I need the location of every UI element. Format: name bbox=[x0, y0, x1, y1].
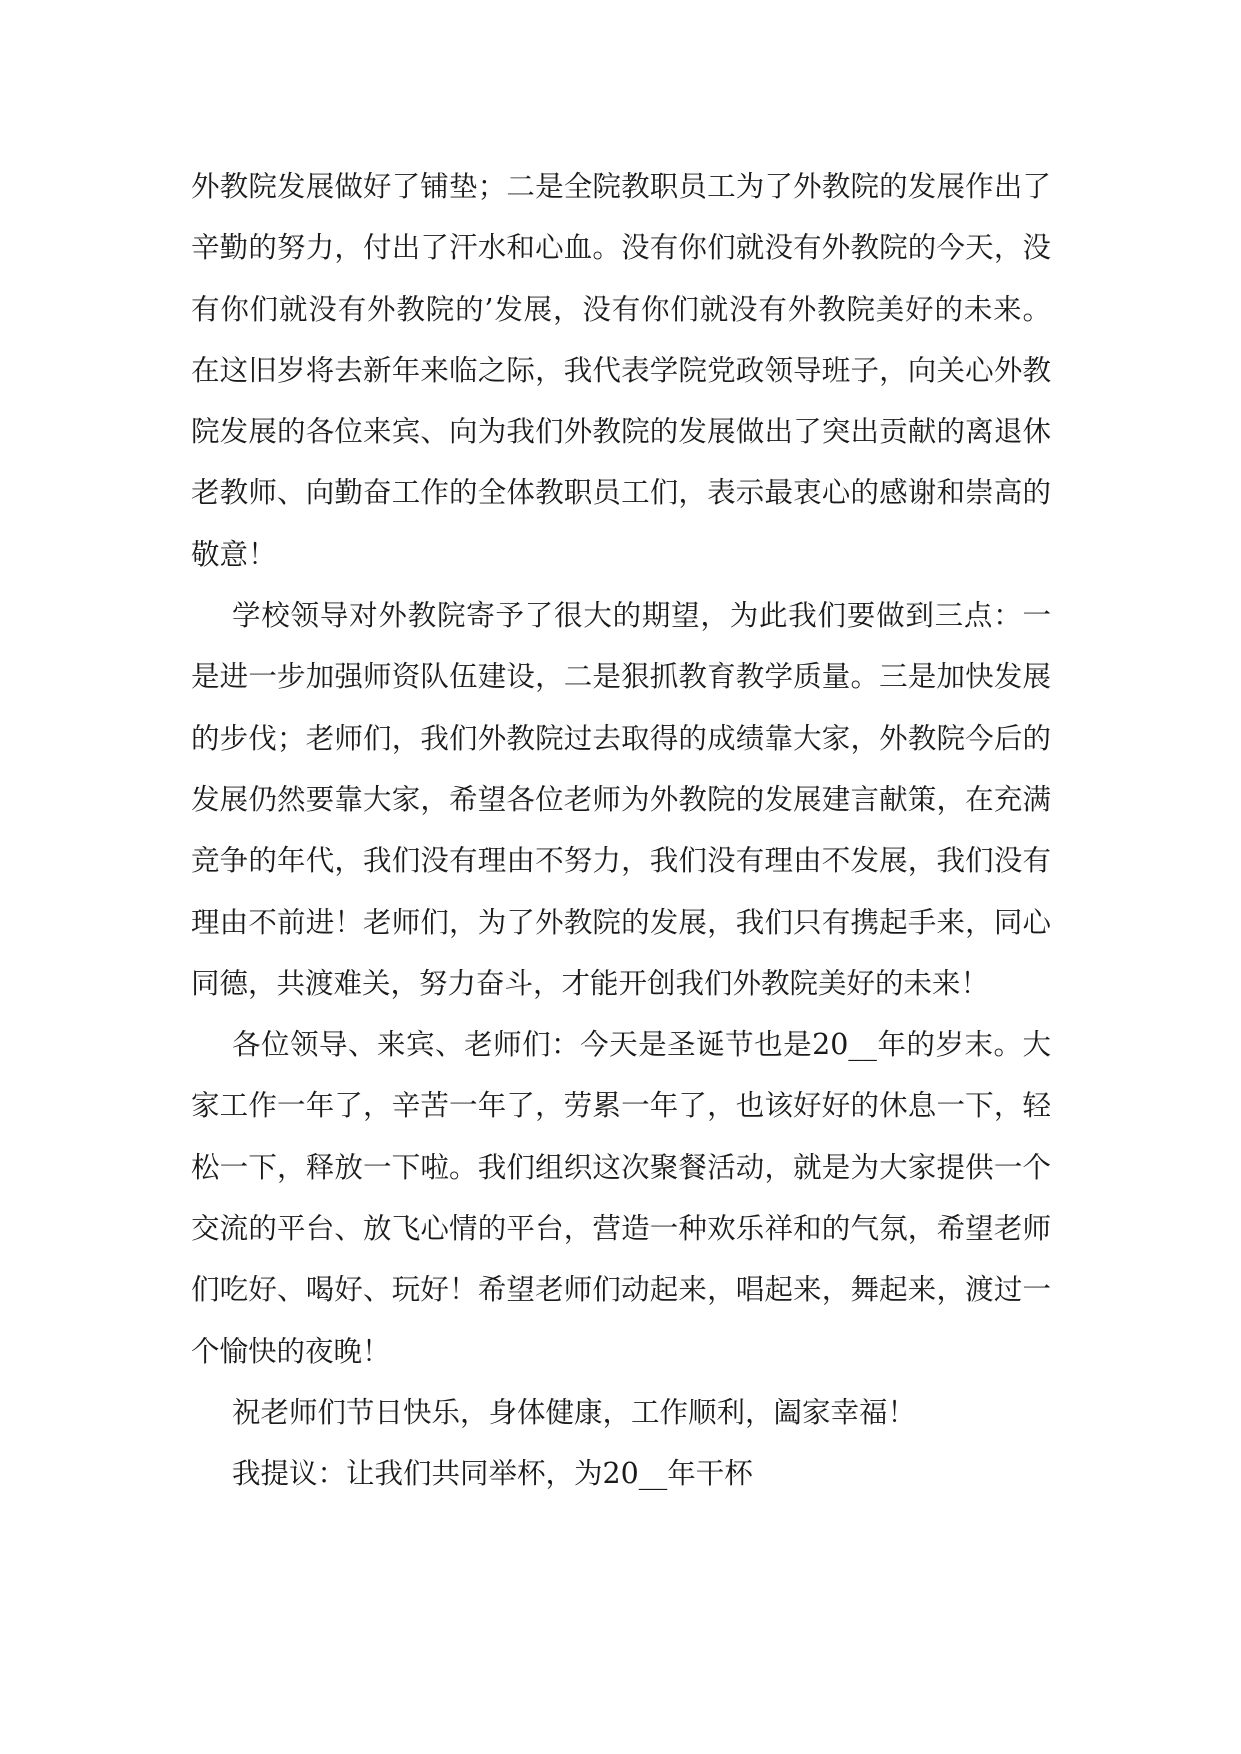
paragraph-first-line: 我提议：让我们共同举杯，为20__年干杯 bbox=[232, 1457, 753, 1491]
text-line: 外教院发展做好了铺垫；二是全院教职员工为了外教院的发展作出了 bbox=[191, 170, 1051, 203]
text-line: 竞争的年代，我们没有理由不努力，我们没有理由不发展，我们没有 bbox=[191, 844, 1051, 878]
text-line: 们吃好、喝好、玩好！希望老师们动起来，唱起来，舞起来，渡过一 bbox=[191, 1273, 1051, 1307]
text-line: 院发展的各位来宾、向为我们外教院的发展做出了突出贡献的离退休 bbox=[191, 415, 1051, 449]
paragraph-first-line: 祝老师们节日快乐，身体健康，工作顺利，阖家幸福！ bbox=[232, 1395, 917, 1429]
text-line: 是进一步加强师资队伍建设，二是狠抓教育教学质量。三是加快发展 bbox=[191, 660, 1051, 694]
text-line: 发展仍然要靠大家，希望各位老师为外教院的发展建言献策，在充满 bbox=[191, 782, 1051, 816]
document-body bbox=[191, 156, 1051, 1505]
text-line: 的步伐；老师们，我们外教院过去取得的成绩靠大家，外教院今后的 bbox=[191, 721, 1051, 755]
text-line: 辛勤的努力，付出了汗水和心血。没有你们就没有外教院的今天，没 bbox=[191, 231, 1051, 265]
text-line: 有你们就没有外教院的’发展，没有你们就没有外教院美好的未来。 bbox=[191, 292, 1051, 326]
text-line: 在这旧岁将去新年来临之际，我代表学院党政领导班子，向关心外教 bbox=[191, 353, 1051, 387]
text-line: 敬意！ bbox=[191, 537, 277, 571]
text-line: 松一下，释放一下啦。我们组织这次聚餐活动，就是为大家提供一个 bbox=[191, 1150, 1051, 1184]
text-line: 家工作一年了，辛苦一年了，劳累一年了，也该好好的休息一下，轻 bbox=[191, 1089, 1051, 1123]
text-line: 理由不前进！老师们，为了外教院的发展，我们只有携起手来，同心 bbox=[191, 905, 1051, 939]
text-line: 个愉快的夜晚！ bbox=[191, 1334, 391, 1368]
paragraph-first-line: 各位领导、来宾、老师们：今天是圣诞节也是20__年的岁末。大 bbox=[232, 1028, 1051, 1062]
text-line: 交流的平台、放飞心情的平台，营造一种欢乐祥和的气氛，希望老师 bbox=[191, 1212, 1051, 1246]
paragraph-first-line: 学校领导对外教院寄予了很大的期望，为此我们要做到三点：一 bbox=[232, 599, 1051, 633]
text-line: 同德，共渡难关，努力奋斗，才能开创我们外教院美好的未来！ bbox=[191, 966, 990, 1000]
text-line: 老教师、向勤奋工作的全体教职员工们，表示最衷心的感谢和崇高的 bbox=[191, 476, 1051, 510]
